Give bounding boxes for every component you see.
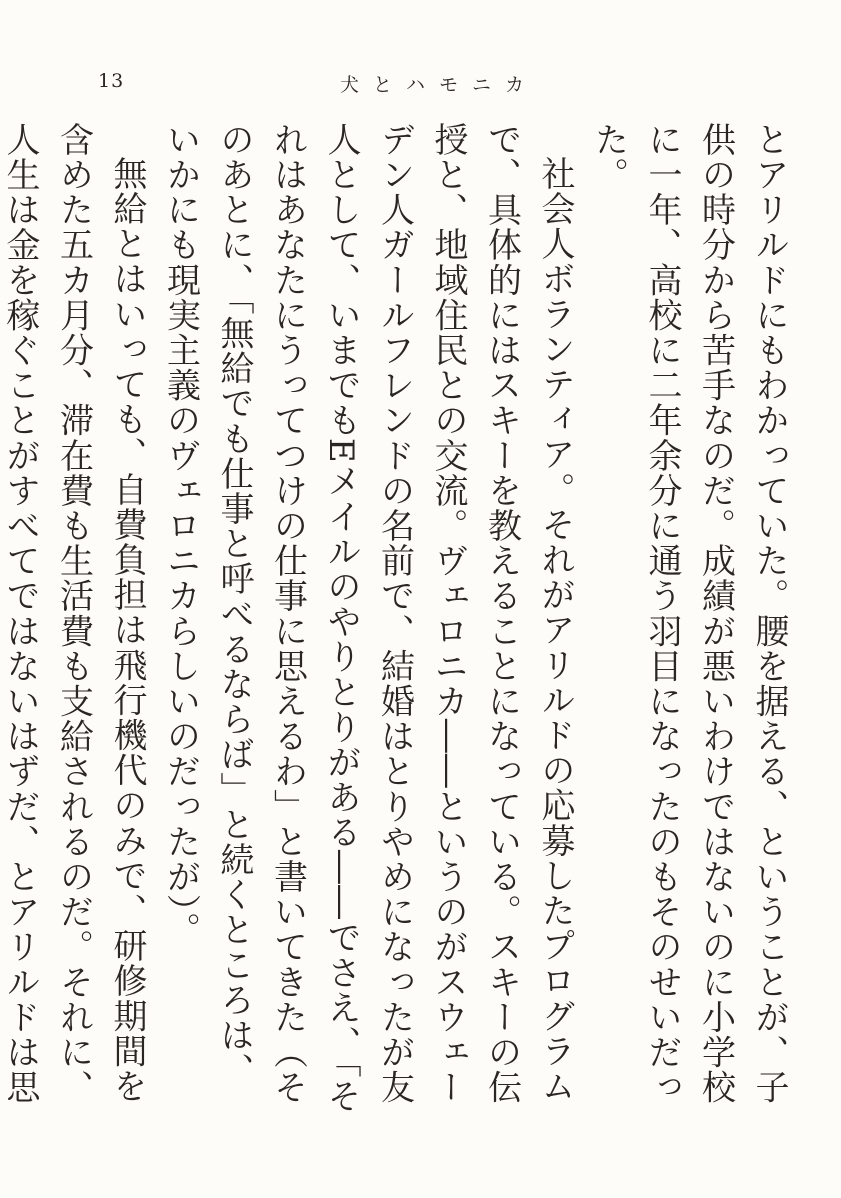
paragraph: とアリルドにもわかっていた。腰を据える、ということが、子供の時分から苦手なのだ。成績が悪いわけではないのに小学校に一年、高校に二年余分に通う羽目になったのもそのせいだった。: [588, 122, 789, 1105]
page-number: 13: [98, 70, 125, 92]
paragraph: 無給とはいっても、自費負担は飛行機代のみで、研修期間を含めた五カ月分、滞在費も生活費も支給されるのだ。それに、人生は金を稼ぐことがすべてではないはずだ、とアリルドは思: [0, 122, 147, 1105]
paragraph: 社会人ボランティア。それがアリルドの応募したプログラムで、具体的にはスキーを教えることになっている。スキーの伝授と、地域住民との交流。ヴェロニカ――というのがスウェーデン人ガールフレンドの名前で、結婚はとりやめになったが友人として、いまでもEメイルのやりとりがある――でさえ、「それはあなたにうってつけの仕事に思えるわ」と書いてきた（そのあとに、「無給でも仕事と呼べるならば」と続くところは、いかにも現実主義のヴェロニカらしいのだったが）。: [160, 122, 575, 1114]
running-title: 犬とハモニカ: [340, 74, 539, 96]
body-text: [0, 122, 795, 1122]
